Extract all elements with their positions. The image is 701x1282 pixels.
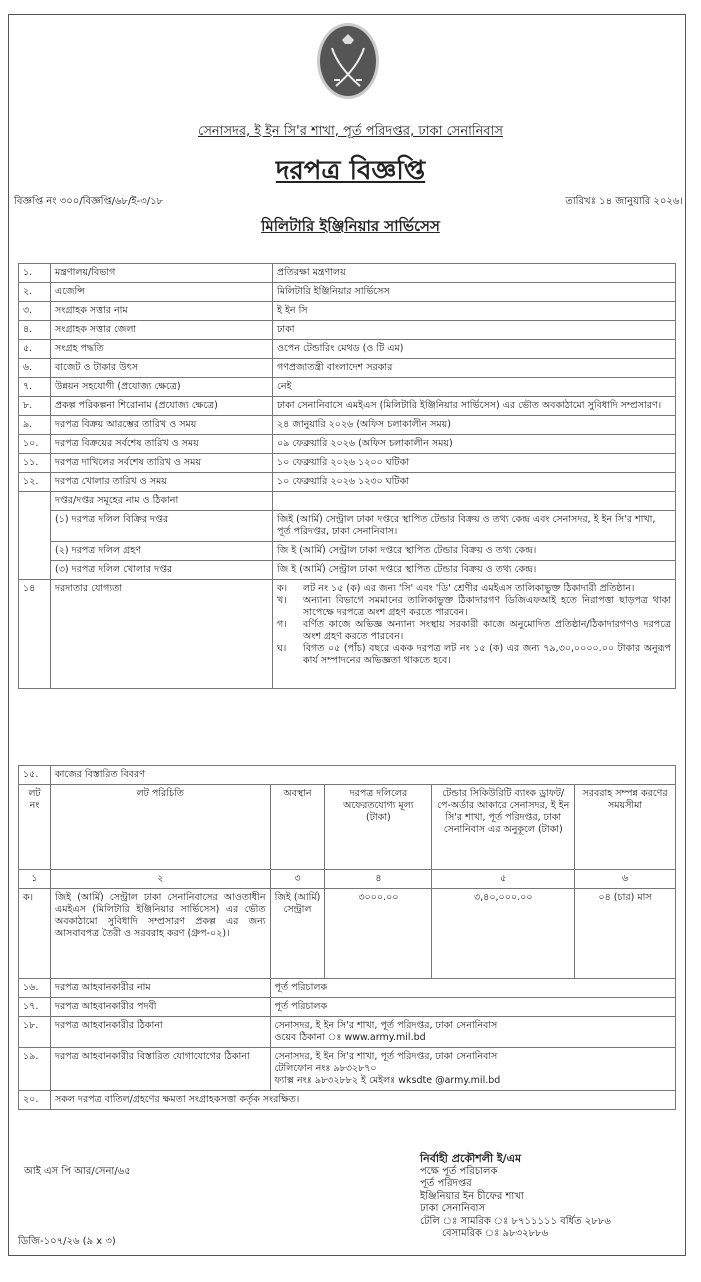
row-label: সংগ্রাহক সত্তার জেলা bbox=[51, 321, 273, 340]
row-label: মন্ত্রণালয়/বিভাগ bbox=[51, 264, 273, 283]
row-number: ১৮. bbox=[19, 1017, 51, 1048]
lot-row bbox=[19, 889, 676, 979]
fax-email-line[interactable]: ফ্যাক্স নংঃ ৯৮৩২৮৮২ ই মেইলঃ wksdte @army.mil.bd bbox=[274, 1075, 501, 1086]
row-value: ১০ ফেব্রুয়ারি ২০২৬ ১২৩০ ঘটিকা bbox=[273, 473, 676, 492]
row-value: ১০ ফেব্রুয়ারি ২০২৬ ১২০০ ঘটিকা bbox=[273, 454, 676, 473]
row-number: ৮. bbox=[19, 397, 51, 416]
eligibility-item bbox=[277, 595, 671, 619]
item-text: বিগত ০৫ (পাঁচ) বছরে একক দরপত্র লট নং ১৫ (ক) এর জন্য ৭৯,৩০,০০০০.০০ টাকার অনুরূপ কার্য সম্পাদনের অভিজ্ঞতা থাকতে হবে। bbox=[303, 643, 671, 666]
reference-number: বিজ্ঞপ্তি নং ৩০০/বিজ্ঞপ্তি/৬৮/ই-৩/১৮ bbox=[14, 196, 164, 207]
table-row bbox=[19, 454, 676, 473]
row-value: জিই (আর্মি) সেন্ট্রাল ঢাকা দপ্তরে স্থাপিত টেন্ডার বিক্রয় ও তথ্য কেন্দ্র এবং সেনাসদর, ই ইন সি'র শাখা, পূর্ত পরিদপ্তর, ঢাকা সেনানিবাস। bbox=[273, 511, 676, 542]
signature-line: টেলি ঃ সামরিক ঃ ৮৭১১১১১ বর্ধিত ২৮৮৬ bbox=[420, 1215, 611, 1227]
row-label: (২) দরপত্র দলিল গ্রহণ bbox=[51, 542, 273, 561]
row-label: সংগ্রহ পদ্ধতি bbox=[51, 340, 273, 359]
eligibility-list bbox=[273, 580, 676, 689]
table-row bbox=[19, 979, 676, 998]
row-number: ১১. bbox=[19, 454, 51, 473]
row-value: ঢাকা সেনানিবাসে এমইএস (মিলিটারি ইঞ্জিনিয়ার সার্ভিসেস) এর ভৌত অবকাঠামো সুবিধাদি সম্প্রসারণ। bbox=[273, 397, 676, 416]
row-value: ০৯ ফেব্রুয়ারি ২০২৬ (অফিস চলাকালীন সময়) bbox=[273, 435, 676, 454]
row-value: গণপ্রজাতন্ত্রী বাংলাদেশ সরকার bbox=[273, 359, 676, 378]
column-number: ৫ bbox=[432, 870, 575, 889]
table-row bbox=[19, 397, 676, 416]
signature-line: ঢাকা সেনানিবাস bbox=[420, 1203, 486, 1214]
lot-cell: ০৪ (চার) মাস bbox=[575, 889, 676, 979]
column-number: ১ bbox=[19, 870, 51, 889]
table-row bbox=[19, 302, 676, 321]
row-value bbox=[273, 492, 676, 511]
eligibility-item bbox=[277, 643, 671, 667]
table-row bbox=[19, 473, 676, 492]
lot-cell: ৩,৪০,০০০.০০ bbox=[432, 889, 575, 979]
signature-line: পক্ষে পূর্ত পরিচালক bbox=[420, 1165, 498, 1177]
lot-cell: ক। bbox=[19, 889, 51, 979]
row-number: ১. bbox=[19, 264, 51, 283]
column-number-row bbox=[19, 870, 676, 889]
table-row bbox=[19, 378, 676, 397]
column-header: টেন্ডার সিকিউরিটি ব্যাংক ড্রাফট/পে-অর্ডার আকারে সেনাসদর, ই ইন সি'র শাখা, পূর্ত পরিদপ্তর, ঢাকা সেনানিবাস এর অনুকূলে (টাকা) bbox=[432, 785, 575, 870]
contact-value bbox=[270, 1048, 675, 1091]
dg-code: ডিজি-১০৭/২৬ (৯ x ৩) bbox=[18, 1236, 116, 1247]
column-header: সরবরাহ সম্পন্ন করণের সময়সীমা bbox=[575, 785, 676, 870]
table-row bbox=[19, 321, 676, 340]
row-label: এজেন্সি bbox=[51, 283, 273, 302]
row-label: বাজেট ও টাকার উৎস bbox=[51, 359, 273, 378]
signature-block bbox=[420, 1153, 611, 1241]
army-emblem-icon bbox=[316, 22, 380, 100]
table-row bbox=[19, 283, 676, 302]
row-number: ১৪ bbox=[19, 580, 51, 689]
row-value: ই ইন সি bbox=[273, 302, 676, 321]
column-number: ৪ bbox=[325, 870, 432, 889]
row-number: ১৫. bbox=[19, 766, 51, 785]
table-row bbox=[19, 1048, 676, 1091]
item-marker: ঘ। bbox=[277, 643, 287, 654]
work-heading: কাজের বিস্তারিত বিবরণ bbox=[50, 766, 675, 785]
row-text: সকল দরপত্র বাতিল/গ্রহণের ক্ষমতা সংগ্রাহকসত্তা কর্তৃক সংরক্ষিত। bbox=[50, 1091, 675, 1110]
signature-line: নির্বাহী প্রকৌশলী ই/এম bbox=[420, 1152, 522, 1165]
table-row bbox=[19, 359, 676, 378]
row-label: দরপত্র আহবানকারীর নাম bbox=[50, 979, 270, 998]
signature-line: ইঞ্জিনিয়ার ইন চীফের শাখা bbox=[420, 1190, 524, 1202]
row-number: ১০. bbox=[19, 435, 51, 454]
item-marker: খ। bbox=[277, 595, 287, 606]
page-title: দরপত্র বিজ্ঞপ্তি bbox=[275, 156, 426, 186]
row-value: পূর্ত পরিচালক bbox=[270, 979, 675, 998]
item-marker: ক। bbox=[277, 583, 288, 594]
table-row bbox=[19, 766, 676, 785]
column-number: ৩ bbox=[270, 870, 325, 889]
row-value: নেই bbox=[273, 378, 676, 397]
website-link[interactable]: ওয়েব ঠিকানা ঃ www.army.mil.bd bbox=[274, 1032, 426, 1043]
row-label: সংগ্রাহক সত্তার নাম bbox=[51, 302, 273, 321]
eligibility-item bbox=[277, 583, 671, 595]
row-label: (৩) দরপত্র দলিল খোলার দপ্তর bbox=[51, 561, 273, 580]
row-value: ঢাকা bbox=[273, 321, 676, 340]
row-value: জি ই (আর্মি) সেন্ট্রাল ঢাকা দপ্তরে স্থাপিত টেন্ডার বিক্রয় ও তথ্য কেন্দ্র। bbox=[273, 561, 676, 580]
table-row bbox=[19, 561, 676, 580]
signature-line: বেসামরিক ঃ ৯৮৩২৮৮৬ bbox=[442, 1228, 549, 1239]
row-value: ২৪ জানুয়ারি ২০২৬ (অফিস চলাকালীন সময়) bbox=[273, 416, 676, 435]
row-number: ৬. bbox=[19, 359, 51, 378]
row-number: ২০. bbox=[19, 1091, 51, 1110]
column-header: অবস্থান bbox=[270, 785, 325, 870]
tender-info-table bbox=[18, 263, 676, 689]
signature-line: পূর্ত পরিদপ্তর bbox=[420, 1178, 472, 1189]
lot-cell: জিই (আর্মি) সেন্ট্রাল bbox=[270, 889, 325, 979]
agency-subtitle: মিলিটারি ইঞ্জিনিয়ার সার্ভিসেস bbox=[261, 217, 440, 235]
ispr-code: আই এস পি আর/সেনা/৬৫ bbox=[24, 1166, 131, 1177]
column-header: লট পরিচিতি bbox=[50, 785, 270, 870]
row-label: দরপত্র আহবানকারীর ঠিকানা bbox=[50, 1017, 270, 1048]
row-number: ২. bbox=[19, 283, 51, 302]
work-details-table bbox=[18, 765, 676, 1110]
table-row bbox=[19, 542, 676, 561]
eligibility-item bbox=[277, 619, 671, 643]
row-label: দরপত্র দাখিলের সর্বশেষ তারিখ ও সময় bbox=[51, 454, 273, 473]
lot-cell: জিই (আর্মি) সেন্ট্রাল ঢাকা সেনানিবাসের আওতাধীন এমইএস (মিলিটারি ইঞ্জিনিয়ার সার্ভিসেস) এর ভৌত অবকাঠামো সুবিধাদি সম্প্রসারণ প্রকল্প এর জন্য আসবাবপত্র তৈরী ও সরবরাহ করণ (গ্রুপ-০২)। bbox=[50, 889, 270, 979]
address-value bbox=[270, 1017, 675, 1048]
row-label: প্রকল্প পরিকল্পনা শিরোনাম (প্রযোজ্য ক্ষেত্রে) bbox=[51, 397, 273, 416]
table-row bbox=[19, 264, 676, 283]
item-text: লট নং ১৫ (ক) এর জন্য 'সি' এবং 'ডি' শ্রেণীর এমইএস তালিকাভুক্ত ঠিকাদারী প্রতিষ্ঠান। bbox=[303, 583, 635, 594]
row-number: ৪. bbox=[19, 321, 51, 340]
notice-date: তারিখঃ ১৪ জানুয়ারি ২০২৬। bbox=[565, 196, 683, 207]
row-label: দরপত্র বিক্রয় আরম্ভের তারিখ ও সময় bbox=[51, 416, 273, 435]
column-header-row bbox=[19, 785, 676, 870]
row-value: প্রতিরক্ষা মন্ত্রণালয় bbox=[273, 264, 676, 283]
column-number: ২ bbox=[50, 870, 270, 889]
row-value: ওপেন টেন্ডারিং মেথড (ও টি এম) bbox=[273, 340, 676, 359]
address-line: সেনাসদর, ই ইন সি'র শাখা, পূর্ত পরিদপ্তর, ঢাকা সেনানিবাস bbox=[274, 1020, 498, 1031]
column-header: দরপত্র দলিলের অফেরতযোগ্য মূল্য (টাকা) bbox=[325, 785, 432, 870]
office-header: সেনাসদর, ই ইন সি'র শাখা, পূর্ত পরিদপ্তর, ঢাকা সেনানিবাস bbox=[198, 124, 503, 139]
row-label: দরদাতার যোগ্যতা bbox=[51, 580, 273, 689]
table-row bbox=[19, 511, 676, 542]
item-marker: গ। bbox=[277, 619, 287, 630]
column-number: ৬ bbox=[575, 870, 676, 889]
row-value: মিলিটারি ইঞ্জিনিয়ার সার্ভিসেস bbox=[273, 283, 676, 302]
row-label: দরপত্র খোলার তারিখ ও সময় bbox=[51, 473, 273, 492]
table-row bbox=[19, 1091, 676, 1110]
table-row bbox=[19, 416, 676, 435]
table-row bbox=[19, 435, 676, 454]
row-value: জি ই (আর্মি) সেন্ট্রাল ঢাকা দপ্তরে স্থাপিত টেন্ডার বিক্রয় ও তথ্য কেন্দ্র। bbox=[273, 542, 676, 561]
row-number bbox=[19, 492, 51, 580]
row-number: ৫. bbox=[19, 340, 51, 359]
row-number: ৭. bbox=[19, 378, 51, 397]
row-number: ৯. bbox=[19, 416, 51, 435]
row-label: উন্নয়ন সহযোগী (প্রযোজ্য ক্ষেত্রে) bbox=[51, 378, 273, 397]
row-number: ১৯. bbox=[19, 1048, 51, 1091]
offices-heading: দপ্তর/দপ্তর সমূহের নাম ও ঠিকানা bbox=[51, 492, 273, 511]
table-row bbox=[19, 492, 676, 511]
column-header: লট নং bbox=[19, 785, 51, 870]
address-line: সেনাসদর, ই ইন সি'র শাখা, পূর্ত পরিদপ্তর, ঢাকা সেনানিবাস bbox=[274, 1051, 498, 1062]
lot-cell: ৩০০০.০০ bbox=[325, 889, 432, 979]
table-row bbox=[19, 998, 676, 1017]
table-row bbox=[19, 1017, 676, 1048]
row-number: ১৬. bbox=[19, 979, 51, 998]
row-label: দরপত্র বিক্রয়ের সর্বশেষ তারিখ ও সময় bbox=[51, 435, 273, 454]
row-number: ১২. bbox=[19, 473, 51, 492]
row-number: ১৭. bbox=[19, 998, 51, 1017]
item-text: বর্ণিত কাজে অভিজ্ঞ অন্যান্য সংস্থায় সরকারী কাজে অনুমোদিত প্রতিষ্ঠান/ঠিকাদারগণও দরপত্রে অংশ গ্রহণ করতে পারবেন। bbox=[303, 619, 671, 642]
row-label: দরপত্র আহবানকারীর বিস্তারিত যোগাযোগের ঠিকানা bbox=[50, 1048, 270, 1091]
row-label: দরপত্র আহবানকারীর পদবী bbox=[50, 998, 270, 1017]
item-text: অন্যান্য বিভাগে সমমানের তালিকাভুক্ত ঠিকাদারগণ ডিজিএফআই হতে নিরাপত্তা ছাড়পত্র থাকা সাপেক্ষে দরপত্রে অংশ গ্রহণ করতে পারবেন। bbox=[303, 595, 671, 618]
row-number: ৩. bbox=[19, 302, 51, 321]
row-value: পূর্ত পরিচালক bbox=[270, 998, 675, 1017]
table-row bbox=[19, 340, 676, 359]
table-row bbox=[19, 580, 676, 689]
row-label: (১) দরপত্র দলিল বিক্রির দপ্তর bbox=[51, 511, 273, 542]
phone-line: টেলিফোন নংঃ ৯৮৩২৮৭০ bbox=[274, 1063, 377, 1074]
